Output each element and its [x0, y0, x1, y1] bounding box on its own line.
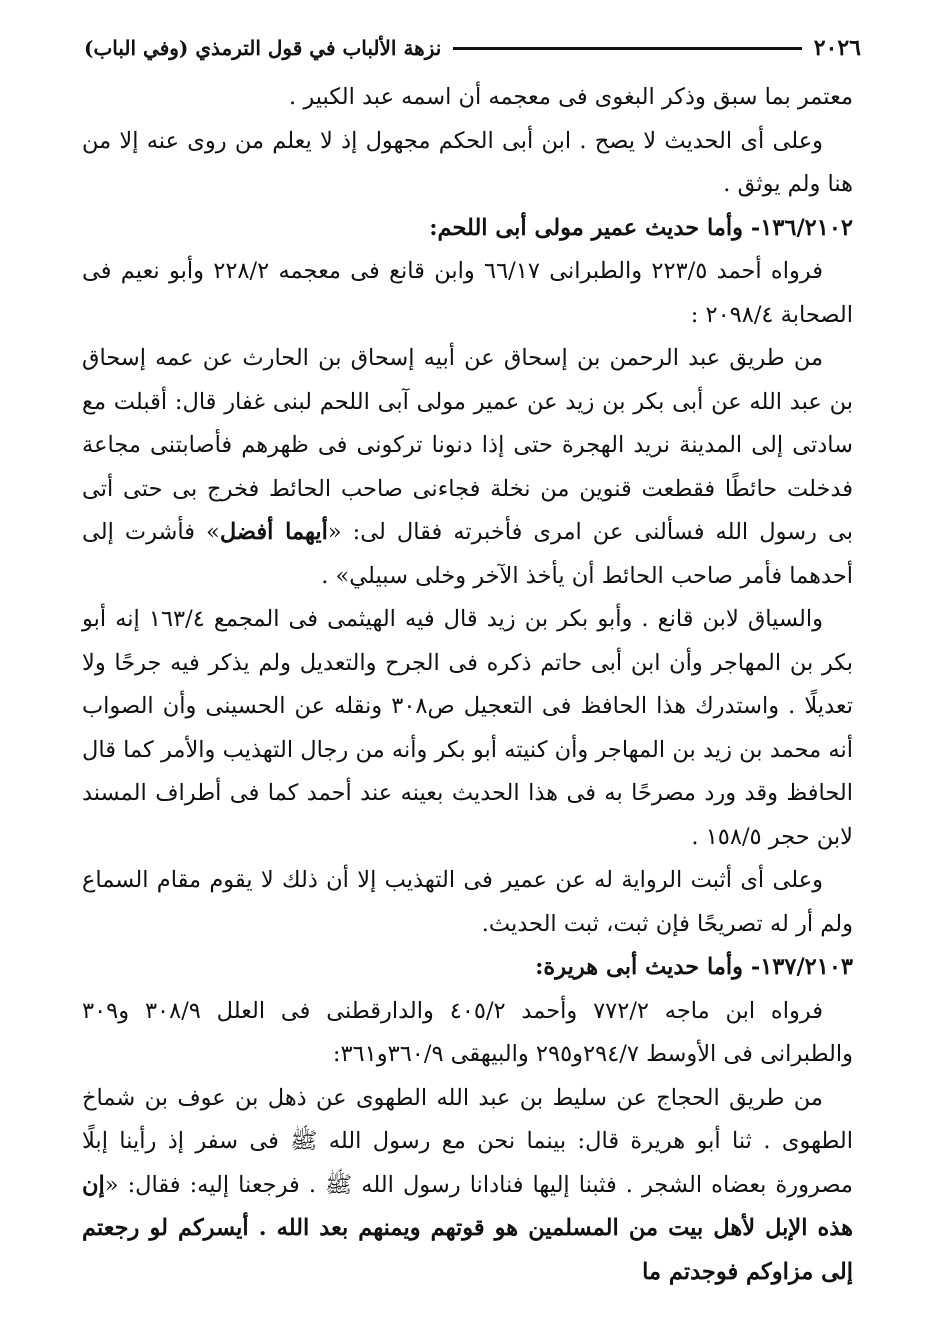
paragraph: والسياق لابن قانع . وأبو بكر بن زيد قال فيه الهيثمى فى المجمع ١٦٣/٤ إنه أبو بكر بن المهاجر وأن ابن أبى حاتم ذكره فى الجرح والتعديل ولم يذكر فيه جرحًا ولا تعديلًا . واستدرك هذا الحافظ فى التعجيل ص٣٠٨ ونقله عن الحسينى وأن الصواب أنه محمد بن زيد بن المهاجر وأن كنيته أبو بكر وأنه من رجال التهذيب والأمر كما قال الحافظ وقد ورد مصرحًا به فى هذا الحديث بعينه عند أحمد كما فى أطراف المسند لابن حجر ١٥٨/٥ . [82, 606, 854, 850]
section-heading: ١٣٦/٢١٠٢- وأما حديث عمير مولى أبى اللحم: [429, 214, 853, 241]
emphasized-text: إن هذه الإبل لأهل بيت من المسلمين هو قوتهم ويمنهم بعد الله . أيسركم لو رجعتم إلى مزاوكم فوجدتم ما [82, 1171, 853, 1285]
paragraph-text: من طريق الحجاج عن سليط بن عبد الله الطهوى عن ذهل بن عوف بن شماخ الطهوى . ثنا أبو هريرة قال: بينما نحن مع رسول الله ﷺ فى سفر إذ رأينا إبلًا مصرورة بعضاه الشجر . فثبنا إليها فنادانا رسول الله ﷺ . فرجعنا إليه: فقال: « [82, 1084, 853, 1198]
paragraph: فرواه أحمد ٢٢٣/٥ والطبرانى ٦٦/١٧ وابن قانع فى معجمه ٢٢٨/٢ وأبو نعيم فى الصحابة ٢٠٩٨/٤ : [82, 258, 853, 328]
paragraph-text: » فأشرت إلى أحدهما فأمر صاحب الحائط أن يأخذ الآخر وخلى سبيلي» . [82, 519, 853, 589]
header-rule [453, 47, 801, 50]
page-number: ٢٠٢٦ [813, 35, 861, 61]
paragraph: معتمر بما سبق وذكر البغوى فى معجمه أن اسمه عبد الكبير . [289, 84, 853, 110]
paragraph: فرواه ابن ماجه ٧٧٢/٢ وأحمد ٤٠٥/٢ والدارقطنى فى العلل ٣٠٨/٩ و٣٠٩ والطبرانى فى الأوسط ٢٩٤/٧و٢٩٥ والبيهقى ٣٦٠/٩و٣٦١: [82, 997, 853, 1067]
page-header [84, 30, 861, 66]
body-text [82, 76, 853, 1294]
paragraph: وعلى أى أثبت الرواية له عن عمير فى التهذيب إلا أن ذلك لا يقوم مقام السماع ولم أر له تصريحًا فإن ثبت، ثبت الحديث. [82, 867, 853, 937]
paragraph [82, 1077, 853, 1295]
paragraph [82, 337, 853, 598]
emphasized-text: أيهما أفضل [219, 519, 328, 545]
paragraph-text: من طريق عبد الرحمن بن إسحاق عن أبيه إسحاق بن الحارث عن عمه إسحاق بن عبد الله عن أبى بكر بن زيد عن عمير مولى آبى اللحم لبنى غفار قال: أقبلت مع سادتى إلى المدينة نريد الهجرة حتى إذا دنونا تركونى فى ظهرهم فأصابتنى مجاعة فدخلت حائطًا فقطعت قنوين من نخلة فجاءنى صاحب الحائط فخرج بى حتى أتى بى رسول الله فسألنى عن امرى فأخبرته فقال لى: « [82, 345, 853, 545]
running-title: نزهة الألباب في قول الترمذي (وفي الباب) [84, 36, 442, 60]
paragraph: وعلى أى الحديث لا يصح . ابن أبى الحكم مجهول إذ لا يعلم من روى عنه إلا من هنا ولم يوثق . [82, 127, 853, 197]
section-heading: ١٣٧/٢١٠٣- وأما حديث أبى هريرة: [535, 954, 853, 980]
